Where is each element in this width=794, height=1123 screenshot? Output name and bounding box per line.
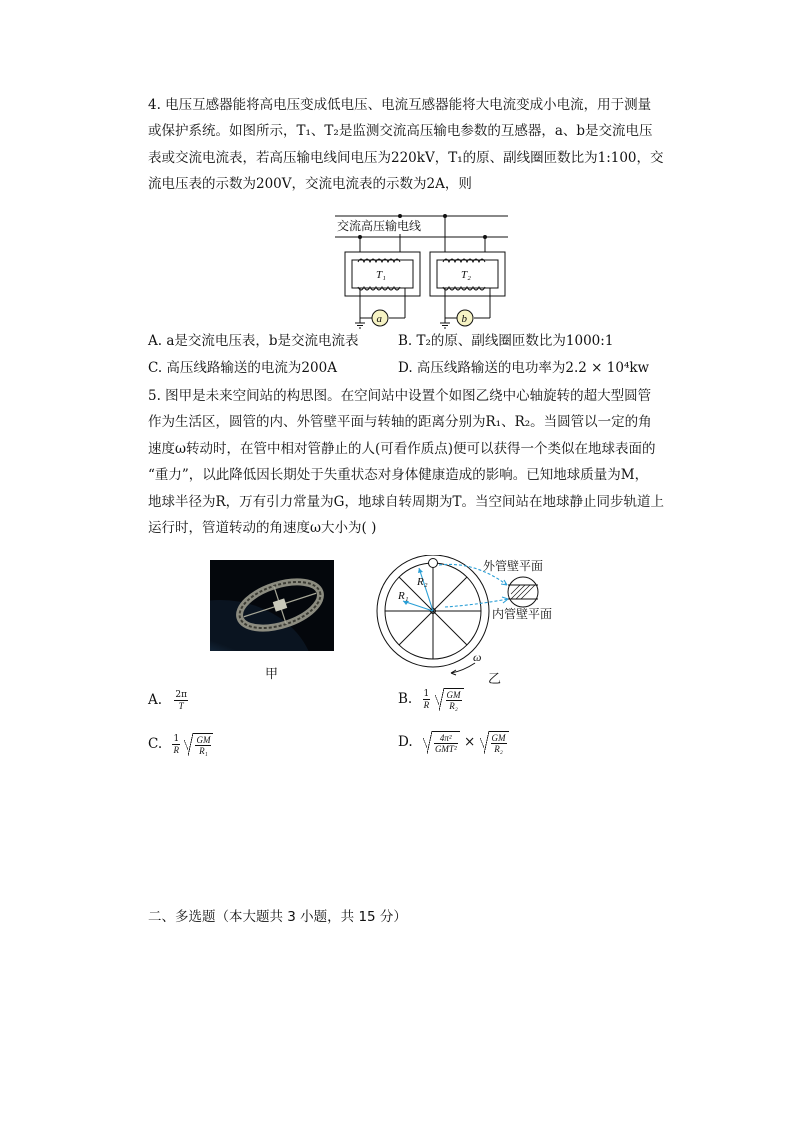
frac-denominator: R₂: [494, 744, 503, 754]
q4-line-2: 或保护系统。如图所示，T₁、T₂是监测交流高压输电参数的互感器，a、b是交流电压: [148, 123, 653, 139]
q4-option-d: D. 高压线路输送的电功率为2.2 × 10⁴kw: [398, 360, 650, 376]
frac-denominator: T: [178, 701, 184, 711]
q5-option-c-label: C.: [148, 736, 163, 752]
q4-option-c: C. 高压线路输送的电流为200A: [148, 360, 337, 376]
caption-jia: 甲: [265, 667, 279, 682]
frac-numerator: 1: [423, 689, 430, 699]
q5-option-d-radical-2: [480, 731, 509, 754]
frac-numerator: 1: [173, 734, 180, 744]
q5-option-b: [398, 688, 464, 711]
q5-option-a: [148, 690, 188, 711]
outer-wall-label: 外管壁平面: [483, 559, 544, 573]
r1-label: R₁: [398, 590, 409, 602]
t1-label: T₁: [376, 269, 386, 281]
transformer-diagram: [330, 210, 510, 330]
q5-option-c: [148, 733, 213, 756]
section-title: 二、多选题（本大题共 3 小题，共 15 分）: [148, 909, 407, 925]
times-sign: ×: [463, 734, 476, 750]
t2-label: T₂: [461, 269, 471, 281]
inner-wall-label: 内管壁平面: [492, 607, 553, 621]
q5-line-2: 作为生活区，圆管的内、外管壁平面与转轴的距离分别为R₁、R₂。当圆管以一定的角: [148, 414, 652, 430]
frac-denominator: R: [423, 700, 430, 710]
frac-denominator: R₁: [199, 746, 208, 756]
space-station-photo: [210, 560, 334, 651]
q5-line-6: 运行时，管道转动的角速度ω大小为( ): [148, 520, 377, 536]
q5-line-1: 5. 图甲是未来空间站的构思图。在空间站中设置个如图乙绕中心轴旋转的超大型圆管: [148, 388, 652, 404]
r2-label: R₂: [417, 576, 428, 588]
q5-option-b-radical: [435, 688, 464, 711]
meter-a-label: a: [376, 313, 382, 325]
frac-denominator: R: [173, 745, 180, 755]
caption-yi: 乙: [488, 672, 502, 687]
q4-line-3: 表或交流电流表，若高压输电线间电压为220kV，T₁的原、副线圈匝数比为1:100，交: [148, 150, 664, 166]
omega-label: ω: [473, 650, 482, 664]
q5-option-b-label: B.: [398, 691, 413, 707]
q5-option-b-coefficient: [423, 689, 431, 710]
frac-numerator: GM: [446, 690, 461, 700]
q5-line-3: 速度ω转动时，在管中相对管静止的人(可看作质点)便可以获得一个类似在地球表面的: [148, 441, 656, 457]
frac-numerator: 4π²: [434, 733, 458, 744]
frac-numerator: 2π: [175, 690, 187, 700]
q5-option-a-label: A.: [148, 692, 163, 708]
q5-option-c-coefficient: [172, 734, 180, 755]
q5-option-a-fraction: [174, 690, 188, 711]
q4-line-4: 流电压表的示数为200V，交流电流表的示数为2A，则: [148, 176, 472, 192]
q5-line-5: 地球半径为R，万有引力常量为G，地球自转周期为T。当空间站在地球静止同步轨道上: [148, 494, 664, 510]
frac-denominator: GMT²: [434, 744, 457, 754]
frac-numerator: GM: [491, 733, 506, 743]
q5-line-4: “重力”，以此降低因长期处于失重状态对身体健康造成的影响。已知地球质量为M，: [148, 467, 649, 483]
q5-option-d-radical-1: [423, 731, 460, 754]
q4-line-1: 4. 电压互感器能将高电压变成低电压、电流互感器能将大电流变成小电流，用于测量: [148, 97, 652, 113]
meter-b-label: b: [461, 313, 467, 325]
frac-numerator: GM: [196, 735, 211, 745]
rotating-tube-diagram: [375, 555, 575, 680]
q5-option-d-label: D.: [398, 734, 413, 750]
frac-denominator: R₂: [449, 701, 458, 711]
q4-option-a: A. a是交流电压表，b是交流电流表: [148, 333, 359, 349]
power-line-label: 交流高压输电线: [337, 219, 422, 233]
q4-option-b: B. T₂的原、副线圈匝数比为1000:1: [398, 333, 614, 349]
q5-option-d: [398, 731, 509, 754]
q5-option-c-radical: [184, 733, 213, 756]
